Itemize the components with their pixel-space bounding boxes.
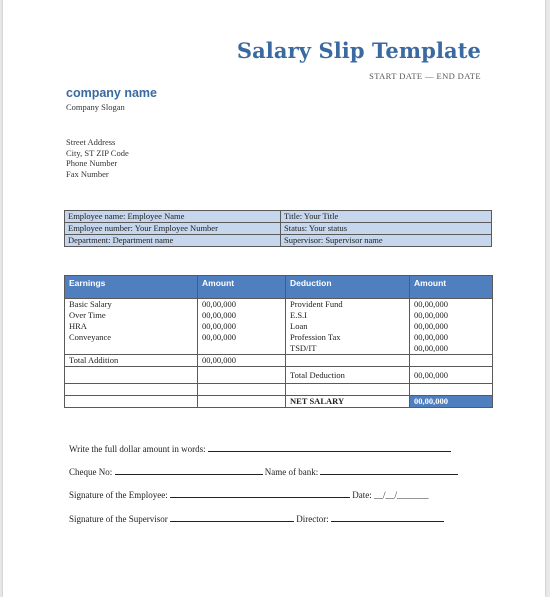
bank-name-field[interactable] <box>320 466 458 475</box>
empty-cell <box>286 384 410 396</box>
cheque-label: Cheque No: <box>69 467 113 477</box>
earning-amount <box>198 343 286 355</box>
earning-label: Conveyance <box>65 332 198 343</box>
supervisor-signature-label: Signature of the Supervisor <box>69 514 168 524</box>
total-deduction-label: Total Deduction <box>286 367 410 384</box>
deduction-amount: 00,00,000 <box>410 299 493 311</box>
empty-cell <box>198 384 286 396</box>
deduction-label: Profession Tax <box>286 332 410 343</box>
company-name: company name <box>66 86 158 100</box>
blank-row <box>65 384 493 396</box>
earning-label: HRA <box>65 321 198 332</box>
director-label: Director: <box>296 514 329 524</box>
phone-number: Phone Number <box>66 158 118 169</box>
deduction-amount: 00,00,000 <box>410 321 493 332</box>
date-range: START DATE — END DATE <box>369 71 481 81</box>
table-row <box>65 321 493 332</box>
table-row <box>65 343 493 355</box>
empty-cell <box>65 367 198 384</box>
earning-amount: 00,00,000 <box>198 310 286 321</box>
total-addition-value: 00,00,000 <box>198 355 286 367</box>
employee-signature-field[interactable] <box>170 489 350 498</box>
fax-number: Fax Number <box>66 168 109 179</box>
net-salary-row <box>65 396 493 408</box>
document-page <box>3 0 545 597</box>
amount-in-words-label: Write the full dollar amount in words: <box>69 444 206 454</box>
net-salary-value: 00,00,000 <box>410 396 493 408</box>
empty-cell <box>198 367 286 384</box>
total-deduction-row <box>65 367 493 384</box>
empty-cell <box>286 355 410 367</box>
earnings-amount-header: Amount <box>198 276 286 299</box>
employee-signature-label: Signature of the Employee: <box>69 490 168 500</box>
company-address <box>66 137 129 179</box>
employee-info-row <box>65 211 492 223</box>
employee-name-cell: Employee name: Employee Name <box>65 211 281 223</box>
employee-title-cell: Title: Your Title <box>281 211 492 223</box>
company-slogan: Company Slogan <box>66 102 125 112</box>
deduction-amount: 00,00,000 <box>410 332 493 343</box>
amount-in-words-field[interactable] <box>208 443 451 452</box>
total-addition-label: Total Addition <box>65 355 198 367</box>
empty-cell <box>65 384 198 396</box>
supervisor-signature-line <box>69 513 444 524</box>
table-row <box>65 299 493 311</box>
employee-status-cell: Status: Your status <box>281 223 492 235</box>
street-address: Street Address <box>66 137 116 147</box>
empty-cell <box>198 396 286 408</box>
earning-amount: 00,00,000 <box>198 299 286 311</box>
earning-amount: 00,00,000 <box>198 321 286 332</box>
department-cell: Department: Department name <box>65 235 281 247</box>
bank-label: Name of bank: <box>264 467 319 477</box>
supervisor-cell: Supervisor: Supervisor name <box>281 235 492 247</box>
table-row <box>65 310 493 321</box>
deduction-label: Loan <box>286 321 410 332</box>
cheque-bank-line <box>69 466 458 477</box>
employee-number-cell: Employee number: Your Employee Number <box>65 223 281 235</box>
supervisor-signature-field[interactable] <box>170 513 294 522</box>
earning-amount: 00,00,000 <box>198 332 286 343</box>
document-title: Salary Slip Template <box>236 38 481 63</box>
deduction-header: Deduction <box>286 276 410 299</box>
total-deduction-value: 00,00,000 <box>410 367 493 384</box>
earning-label <box>65 343 198 355</box>
employee-signature-line <box>69 489 429 500</box>
deduction-label: E.S.I <box>286 310 410 321</box>
net-salary-label: NET SALARY <box>286 396 410 408</box>
deduction-label: TSD/IT <box>286 343 410 355</box>
deduction-amount: 00,00,000 <box>410 343 493 355</box>
empty-cell <box>410 355 493 367</box>
deduction-label: Provident Fund <box>286 299 410 311</box>
salary-header-row <box>65 276 493 299</box>
cheque-number-field[interactable] <box>115 466 263 475</box>
employee-info-row <box>65 223 492 235</box>
total-addition-row <box>65 355 493 367</box>
earnings-header: Earnings <box>65 276 198 299</box>
director-signature-field[interactable] <box>331 513 444 522</box>
salary-table <box>64 275 493 408</box>
date-field[interactable]: __/__/_______ <box>373 490 429 500</box>
deduction-amount-header: Amount <box>410 276 493 299</box>
employee-info-row <box>65 235 492 247</box>
deduction-amount: 00,00,000 <box>410 310 493 321</box>
empty-cell <box>410 384 493 396</box>
city-state-zip: City, ST ZIP Code <box>66 147 129 158</box>
earning-label: Basic Salary <box>65 299 198 311</box>
empty-cell <box>65 396 198 408</box>
earning-label: Over Time <box>65 310 198 321</box>
date-label: Date: <box>352 490 372 500</box>
amount-in-words-line <box>69 443 451 454</box>
table-row <box>65 332 493 343</box>
employee-info-table <box>64 210 492 247</box>
